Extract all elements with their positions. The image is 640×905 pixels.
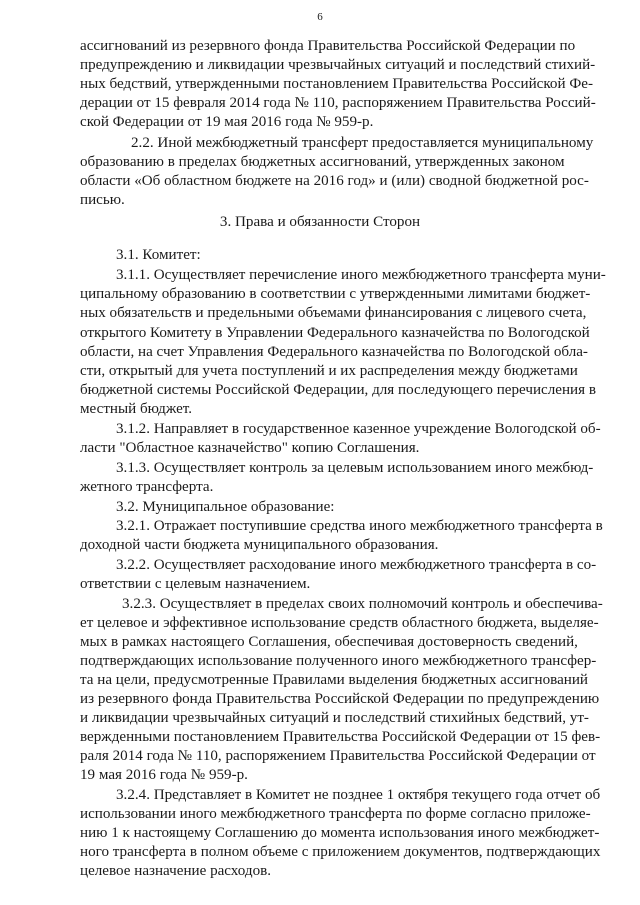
section-heading: 3. Права и обязанности Сторон <box>219 214 421 230</box>
clause-3-1-2-line: ласти "Областное казначейство" копию Соглашения. <box>80 440 420 456</box>
clause-3-2: 3.2. Муниципальное образование: <box>116 499 335 515</box>
clause-3-2-3-line: ет целевое и эффективное использование средств областного бюджета, выделяе- <box>80 615 599 631</box>
clause-3-1-1-line: ных обязательств и предельными объемами финансирования с лицевого счета, <box>80 305 587 321</box>
text-line: предупреждению и ликвидации чрезвычайных ситуаций и последствий стихий- <box>80 57 596 73</box>
clause-3-2-3-line: 3.2.3. Осуществляет в пределах своих полномочий контроль и обеспечива- <box>122 596 603 612</box>
clause-3-1-1-line: открытого Комитету в Управлении Федерального казначейства по Вологодской <box>80 325 590 341</box>
clause-3-2-3-line: из резервного фонда Правительства Российской Федерации по предупреждению <box>80 691 600 707</box>
clause-3-2-2-line: ответствии с целевым назначением. <box>80 576 311 592</box>
clause-3-2-1-line: 3.2.1. Отражает поступившие средства иного межбюджетного трансферта в <box>116 518 603 534</box>
clause-3-1-1-line: 3.1.1. Осуществляет перечисление иного межбюджетного трансферта муни- <box>116 267 606 283</box>
clause-2-2-line: образованию в пределах бюджетных ассигнований, утвержденных законом <box>80 154 565 170</box>
clause-3-2-1-line: доходной части бюджета муниципального образования. <box>80 537 439 553</box>
clause-3-2-4-line: ного трансферта в полном объеме с приложением документов, подтверждающих <box>80 844 601 860</box>
clause-3-2-3-line: и ликвидации чрезвычайных ситуаций и последствий стихийных бедствий, ут- <box>80 710 589 726</box>
clause-2-2-line: писью. <box>80 192 125 208</box>
clause-3-2-3-line: та на цели, предусмотренные Правилами выделения бюджетных ассигнований <box>80 672 588 688</box>
clause-3-1-3-line: 3.1.3. Осуществляет контроль за целевым использованием иного межбюд- <box>116 460 594 476</box>
text-line: ных бедствий, утвержденными постановлением Правительства Российской Фе- <box>80 76 593 92</box>
clause-3-2-4-line: нию 1 к настоящему Соглашению до момента использования иного межбюджет- <box>80 825 600 841</box>
clause-3-1-3-line: жетного трансферта. <box>80 479 214 495</box>
clause-3-1: 3.1. Комитет: <box>116 247 201 263</box>
clause-3-1-1-line: сти, открытый для учета поступлений и их распределения между бюджетами <box>80 363 578 379</box>
clause-3-2-3-line: мых в рамках настоящего Соглашения, обеспечивая достоверность сведений, <box>80 634 578 650</box>
clause-2-2-line: 2.2. Иной межбюджетный трансферт предоставляется муниципальному <box>131 135 594 151</box>
clause-3-2-3-line: подтверждающих использование полученного иного межбюджетного трансфер- <box>80 653 597 669</box>
clause-3-2-3-line: вержденными постановлением Правительства Российской Федерации от 15 фев- <box>80 729 601 745</box>
clause-3-2-3-line: 19 мая 2016 года № 959-р. <box>80 767 248 783</box>
clause-3-2-4-line: использовании иного межбюджетного трансферта по форме согласно приложе- <box>80 806 591 822</box>
clause-3-2-4-line: 3.2.4. Представляет в Комитет не позднее 1 октября текущего года отчет об <box>116 787 601 803</box>
clause-3-1-1-line: ципальному образованию в соответствии с утвержденными лимитами бюджет- <box>80 286 591 302</box>
clause-3-1-2-line: 3.1.2. Направляет в государственное казенное учреждение Вологодской об- <box>116 421 601 437</box>
text-line: ассигнований из резервного фонда Правительства Российской Федерации по <box>80 38 576 54</box>
clause-3-1-1-line: местный бюджет. <box>80 401 193 417</box>
clause-2-2-line: области «Об областном бюджете на 2016 год» и (или) сводной бюджетной рос- <box>80 173 589 189</box>
text-line: дерации от 15 февраля 2014 года № 110, распоряжением Правительства Россий- <box>80 95 596 111</box>
clause-3-2-3-line: раля 2014 года № 110, распоряжением Правительства Российской Федерации от <box>80 748 596 764</box>
clause-3-1-1-line: области, на счет Управления Федерального казначейства по Вологодской обла- <box>80 344 588 360</box>
clause-3-1-1-line: бюджетной системы Российской Федерации, для последующего перечисления в <box>80 382 596 398</box>
text-line: ской Федерации от 19 мая 2016 года № 959-р. <box>80 114 374 130</box>
clause-3-2-4-line: целевое назначение расходов. <box>80 863 272 879</box>
page-number: 6 <box>317 11 323 23</box>
clause-3-2-2-line: 3.2.2. Осуществляет расходование иного межбюджетного трансферта в со- <box>116 557 597 573</box>
